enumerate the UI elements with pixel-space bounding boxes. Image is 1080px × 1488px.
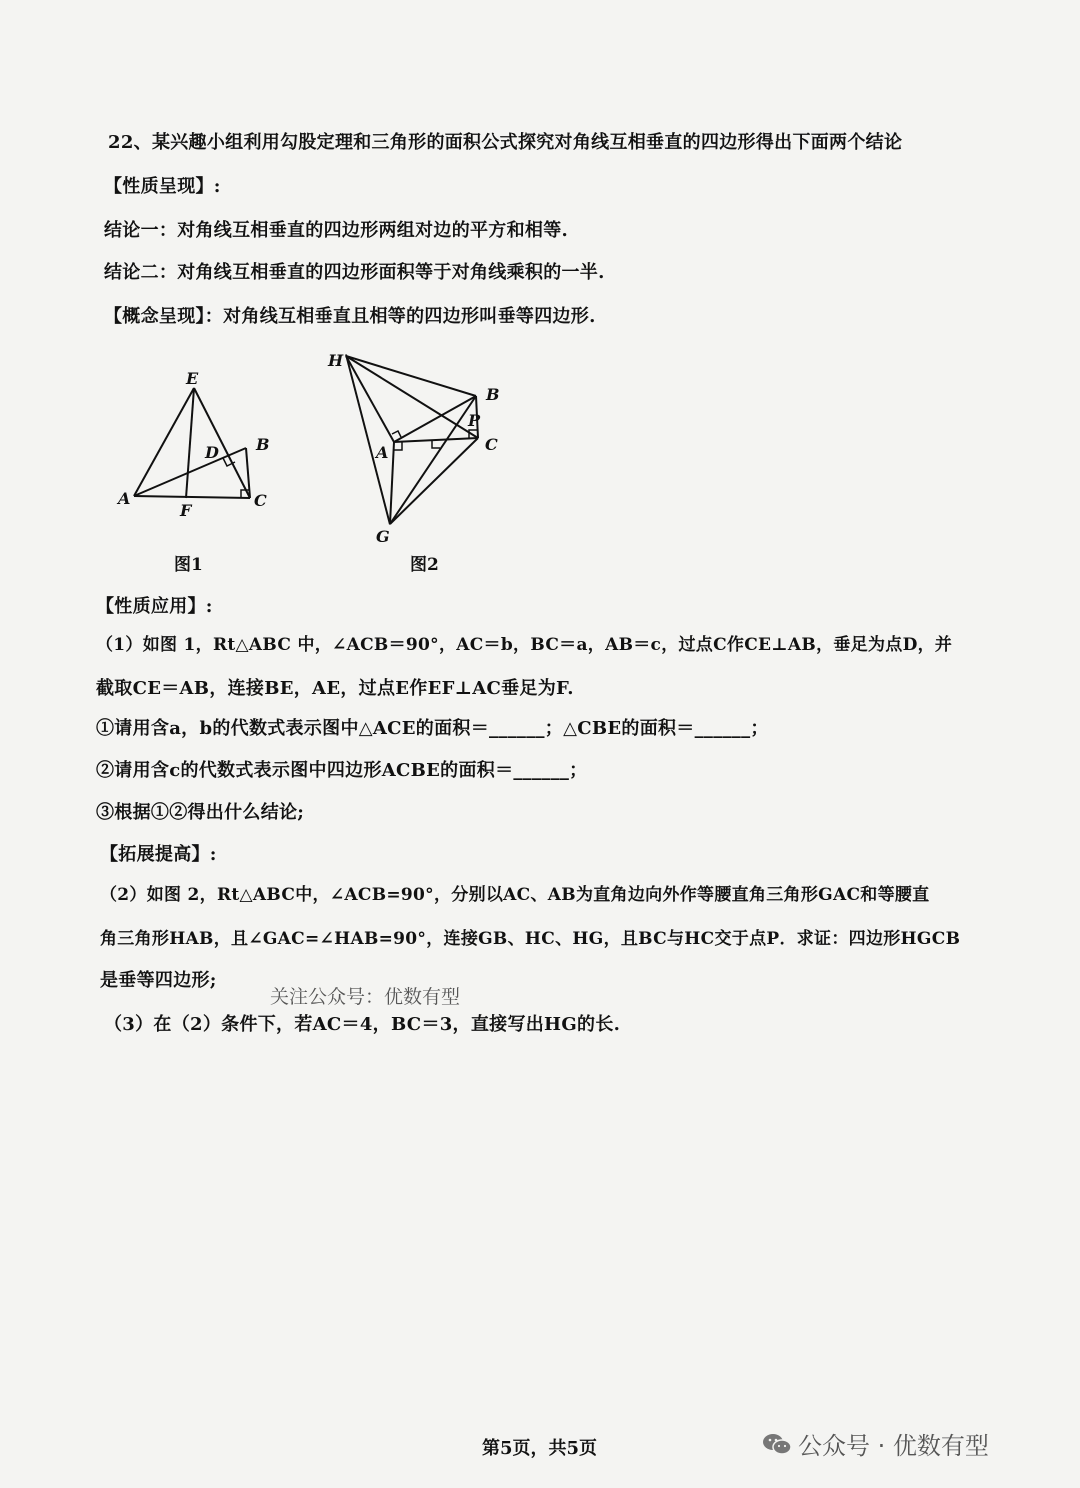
q2-line1: （2）如图 2，Rt△ABC中，∠ACB=90°，分别以AC、AB为直角边向外作等腰直角三角形GAC和等腰直 [100, 885, 930, 905]
label-C: C [254, 491, 267, 510]
line-AC [134, 496, 250, 498]
line-AG [390, 442, 394, 524]
line-GB [390, 396, 476, 524]
q1-c: ③根据①②得出什么结论; [96, 802, 305, 823]
figure-1-caption: 图1 [174, 555, 203, 575]
label-E: E [186, 369, 199, 388]
label-D: D [205, 443, 219, 462]
conclusion-2: 结论二：对角线互相垂直的四边形面积等于对角线乘积的一半. [104, 262, 605, 283]
label-B: B [256, 435, 270, 454]
q3: （3）在（2）条件下，若AC＝4，BC＝3，直接写出HG的长. [104, 1014, 621, 1035]
figure-2-caption: 图2 [410, 555, 439, 575]
q1-a: ①请用含a，b的代数式表示图中△ACE的面积＝______；△CBE的面积＝______； [96, 718, 769, 739]
right-angle-HAB [392, 431, 401, 437]
line-HC [346, 356, 478, 438]
footer-watermark [762, 1426, 989, 1461]
watermark-middle: 关注公众号：优数有型 [270, 986, 461, 1008]
section-extend: 【拓展提高】: [100, 844, 217, 865]
label-A: A [118, 489, 131, 508]
right-angle-GAC [394, 442, 402, 450]
label-H: H [328, 351, 344, 370]
q1-b: ②请用含c的代数式表示图中四边形ACBE的面积＝______； [96, 760, 588, 781]
label-P: P [468, 411, 481, 430]
right-angle-intersect [432, 440, 440, 448]
label-A: A [376, 443, 389, 462]
footer-watermark-text: 公众号 · 优数有型 [798, 1432, 989, 1460]
wechat-icon [762, 1432, 792, 1456]
label-C: C [485, 435, 498, 454]
section-property: 【性质呈现】: [104, 176, 221, 197]
q2-line2: 角三角形HAB，且∠GAC=∠HAB=90°，连接GB、HC、HG，且BC与HC交于点P．求证：四边形HGCB [100, 929, 961, 949]
line-EA [134, 388, 194, 496]
figure-1 [110, 368, 290, 518]
label-B: B [486, 385, 500, 404]
q1-line1: （1）如图 1，Rt△ABC 中，∠ACB＝90°，AC＝b，BC＝a，AB＝c，过点C作CE⊥AB，垂足为点D，并 [96, 635, 953, 655]
line-EC [194, 388, 250, 498]
label-G: G [376, 527, 390, 546]
line-EF [186, 388, 194, 498]
label-F: F [180, 501, 192, 518]
q1-line2: 截取CE＝AB，连接BE，AE，过点E作EF⊥AC垂足为F. [96, 678, 574, 699]
line-AB [394, 396, 476, 442]
section-apply: 【性质应用】: [96, 596, 213, 617]
page-number: 第5页，共5页 [482, 1438, 598, 1459]
q2-line3: 是垂等四边形; [100, 970, 217, 991]
conclusion-1: 结论一：对角线互相垂直的四边形两组对边的平方和相等. [104, 220, 569, 241]
figure-2 [322, 346, 522, 546]
problem-intro: 22、某兴趣小组利用勾股定理和三角形的面积公式探究对角线互相垂直的四边形得出下面两个结论 [108, 132, 903, 153]
concept: 【概念呈现】：对角线互相垂直且相等的四边形叫垂等四边形. [104, 306, 596, 327]
line-GC [390, 438, 478, 524]
line-AC [394, 438, 478, 442]
